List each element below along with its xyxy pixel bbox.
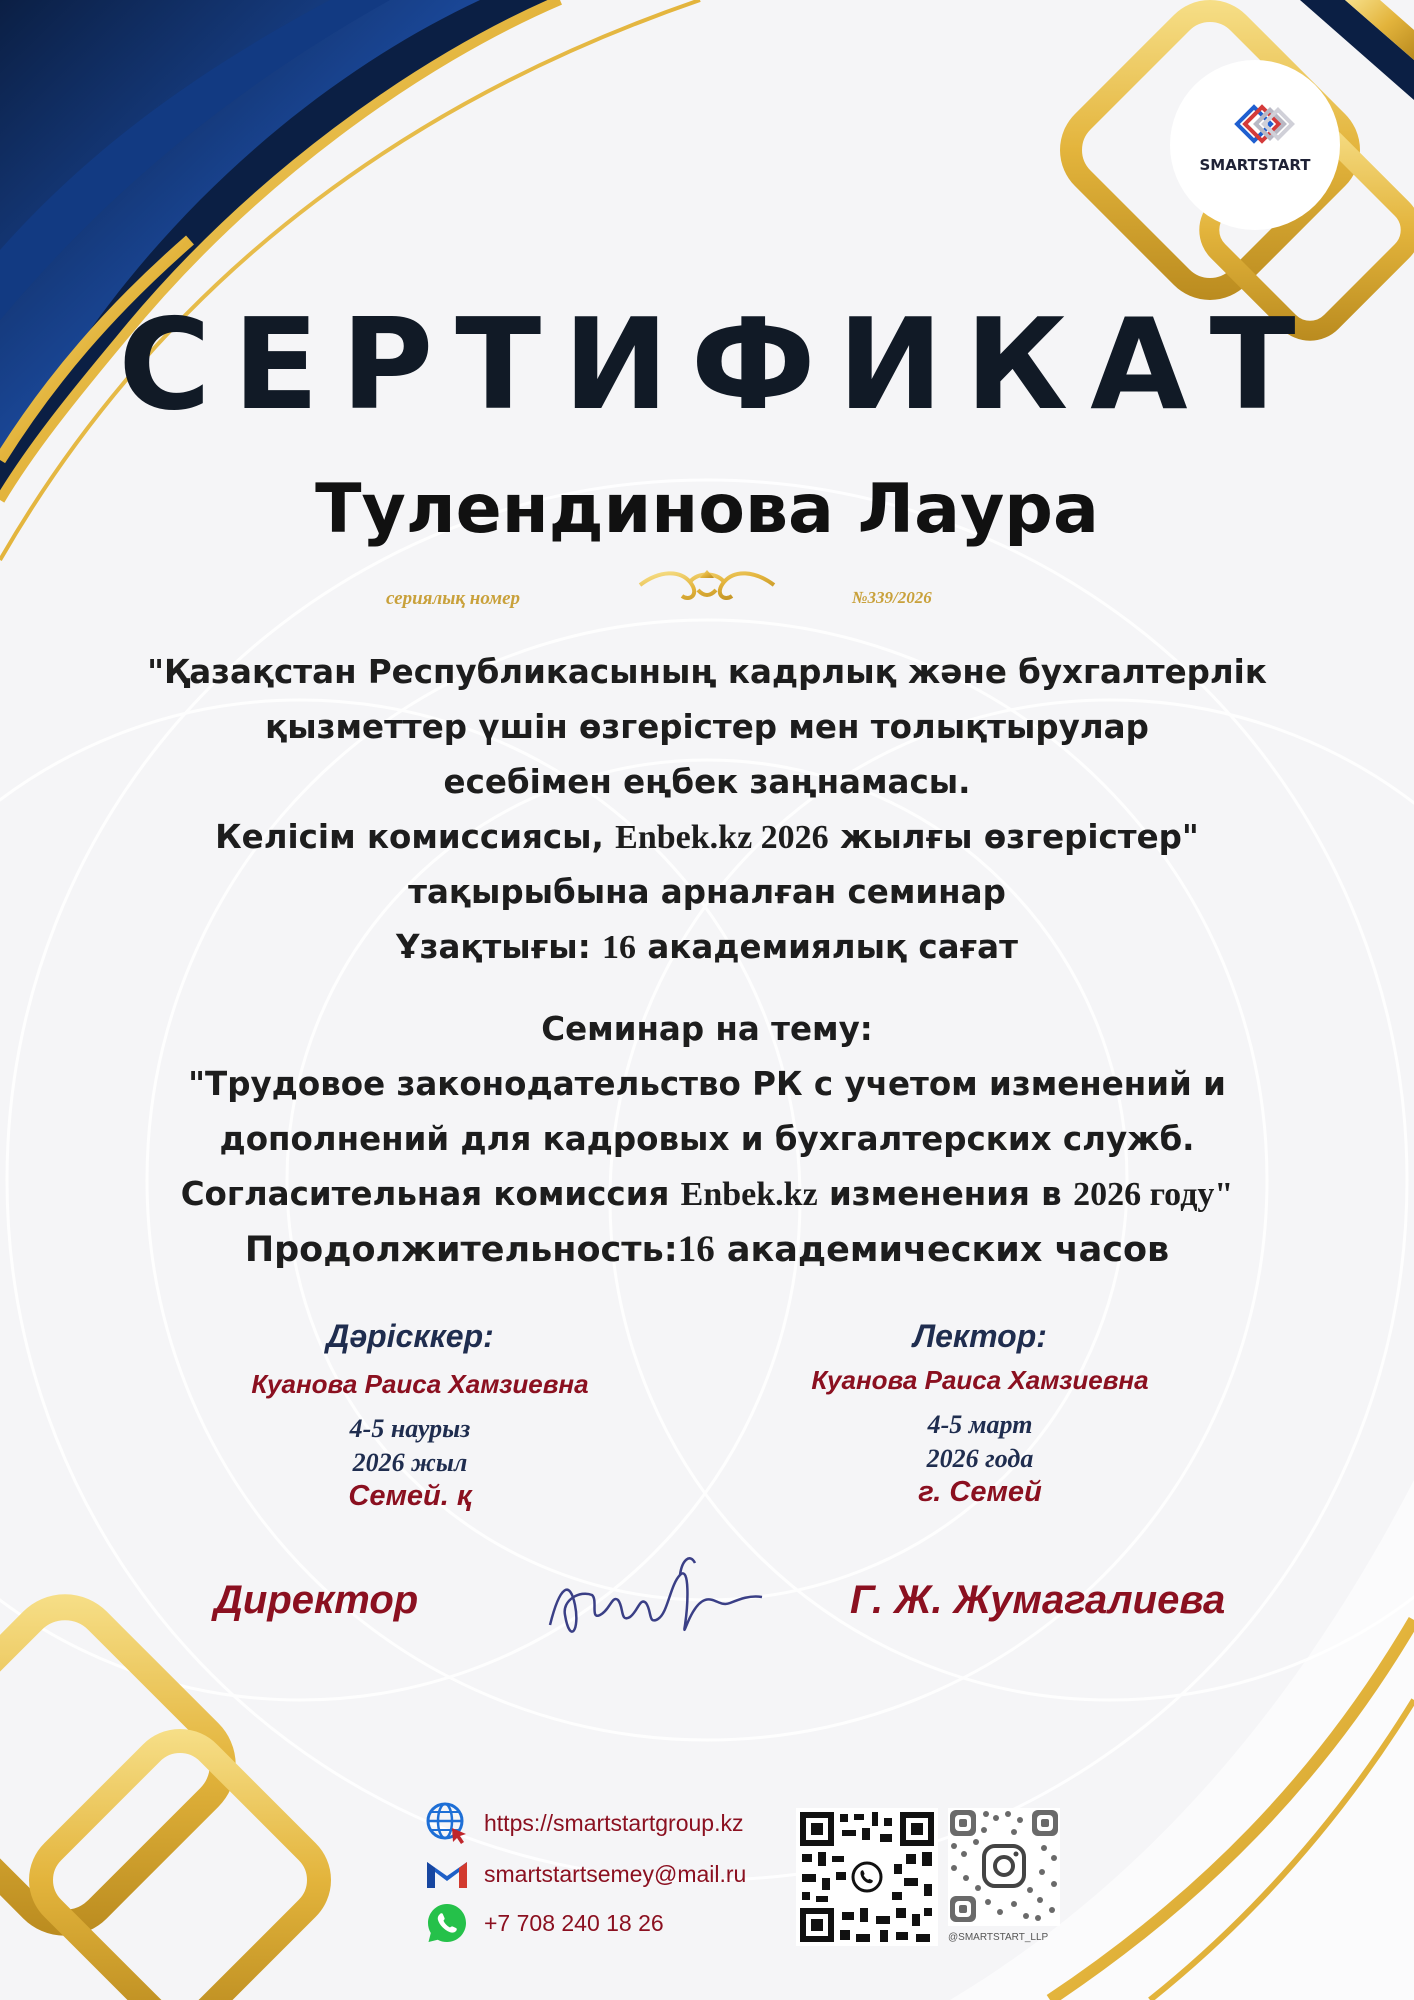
lecturer-kz-year: 2026 жыл	[352, 1448, 468, 1477]
kz-line-part: жылғы өзгерістер"	[840, 818, 1199, 856]
kazakh-description	[0, 645, 1414, 975]
instagram-qr-code[interactable]	[948, 1808, 1060, 1926]
kz-line	[0, 920, 1414, 975]
website-link[interactable]: https://smartstartgroup.kz	[484, 1809, 744, 1836]
lecturer-kz-name: Куанова Раиса Хамзиевна	[251, 1369, 589, 1399]
lecturer-ru-role: Лектор:	[913, 1318, 1047, 1354]
kz-line: "Қазақстан Республикасының кадрлық және бухгалтерлік	[147, 653, 1267, 691]
kz-line	[0, 810, 1414, 865]
kz-line-part: Enbek.kz 2026	[615, 819, 829, 856]
recipient-name: Тулендинова Лаура	[315, 470, 1099, 549]
lecturer-ru-date: 4-5 март	[927, 1410, 1033, 1439]
logo-text: SMARTSTART	[1199, 156, 1311, 174]
kz-line-part: Келісім комиссиясы,	[215, 818, 604, 856]
ru-line: Семинар на тему:	[541, 1010, 873, 1048]
ru-line	[0, 1167, 1414, 1222]
ru-line	[0, 1222, 1414, 1278]
kz-line: қызметтер үшін өзгерістер мен толықтырулар	[265, 708, 1149, 746]
ru-line-part: изменения в	[829, 1175, 1062, 1213]
whatsapp-qr-code[interactable]	[796, 1808, 938, 1946]
kz-line-part: академиялық сағат	[647, 928, 1018, 966]
certificate-title: СЕРТИФИКАТ	[118, 291, 1318, 438]
ru-line-part: академических часов	[726, 1230, 1170, 1270]
instagram-handle: @SMARTSTART_LLP	[948, 1932, 1049, 1943]
lecturer-kz-city: Семей. қ	[348, 1480, 472, 1512]
serial-label: сериялық номер	[386, 588, 521, 609]
whatsapp-icon	[424, 1900, 470, 1946]
kz-line: тақырыбына арналған семинар	[408, 873, 1006, 911]
lecturer-ru-block	[780, 1318, 1180, 1509]
contact-website[interactable]	[424, 1800, 743, 1846]
ru-line-part: 16	[677, 1229, 715, 1270]
director-label: Директор	[214, 1578, 419, 1622]
mail-icon	[424, 1854, 470, 1894]
lecturer-ru-year: 2026 года	[926, 1444, 1034, 1473]
lecturer-kz-role: Дәрісккер:	[326, 1318, 494, 1354]
serial-number: №339/2026	[852, 588, 932, 607]
lecturer-kz-block	[220, 1318, 620, 1513]
email-link[interactable]: smartstartsemey@mail.ru	[484, 1860, 747, 1887]
signature	[540, 1545, 780, 1655]
kz-line-part: Ұзақтығы:	[396, 928, 591, 966]
logo-mark-icon	[1170, 60, 1340, 230]
ru-line-part: 2026 году"	[1073, 1176, 1234, 1213]
ru-line: дополнений для кадровых и бухгалтерских служб.	[219, 1120, 1195, 1158]
russian-description	[0, 1002, 1414, 1278]
ru-line-part: Продолжительность:	[244, 1230, 678, 1270]
lecturer-ru-name: Куанова Раиса Хамзиевна	[811, 1365, 1149, 1395]
kz-line: есебімен еңбек заңнамасы.	[443, 763, 971, 801]
globe-icon	[424, 1800, 470, 1846]
contact-phone[interactable]	[424, 1900, 664, 1946]
kz-line-part: 16	[602, 929, 637, 966]
smartstart-logo	[1170, 60, 1340, 230]
phone-number[interactable]: +7 708 240 18 26	[484, 1909, 664, 1936]
lecturer-ru-city: г. Семей	[918, 1476, 1042, 1508]
lecturer-kz-date: 4-5 наурыз	[349, 1414, 471, 1443]
ru-line: "Трудовое законодательство РК с учетом изменений и	[188, 1065, 1226, 1103]
director-name: Г. Ж. Жумагалиева	[850, 1578, 1226, 1622]
ru-line-part: Enbek.kz	[680, 1176, 818, 1213]
contact-email[interactable]	[424, 1854, 746, 1894]
ru-line-part: Согласительная комиссия	[180, 1175, 670, 1213]
